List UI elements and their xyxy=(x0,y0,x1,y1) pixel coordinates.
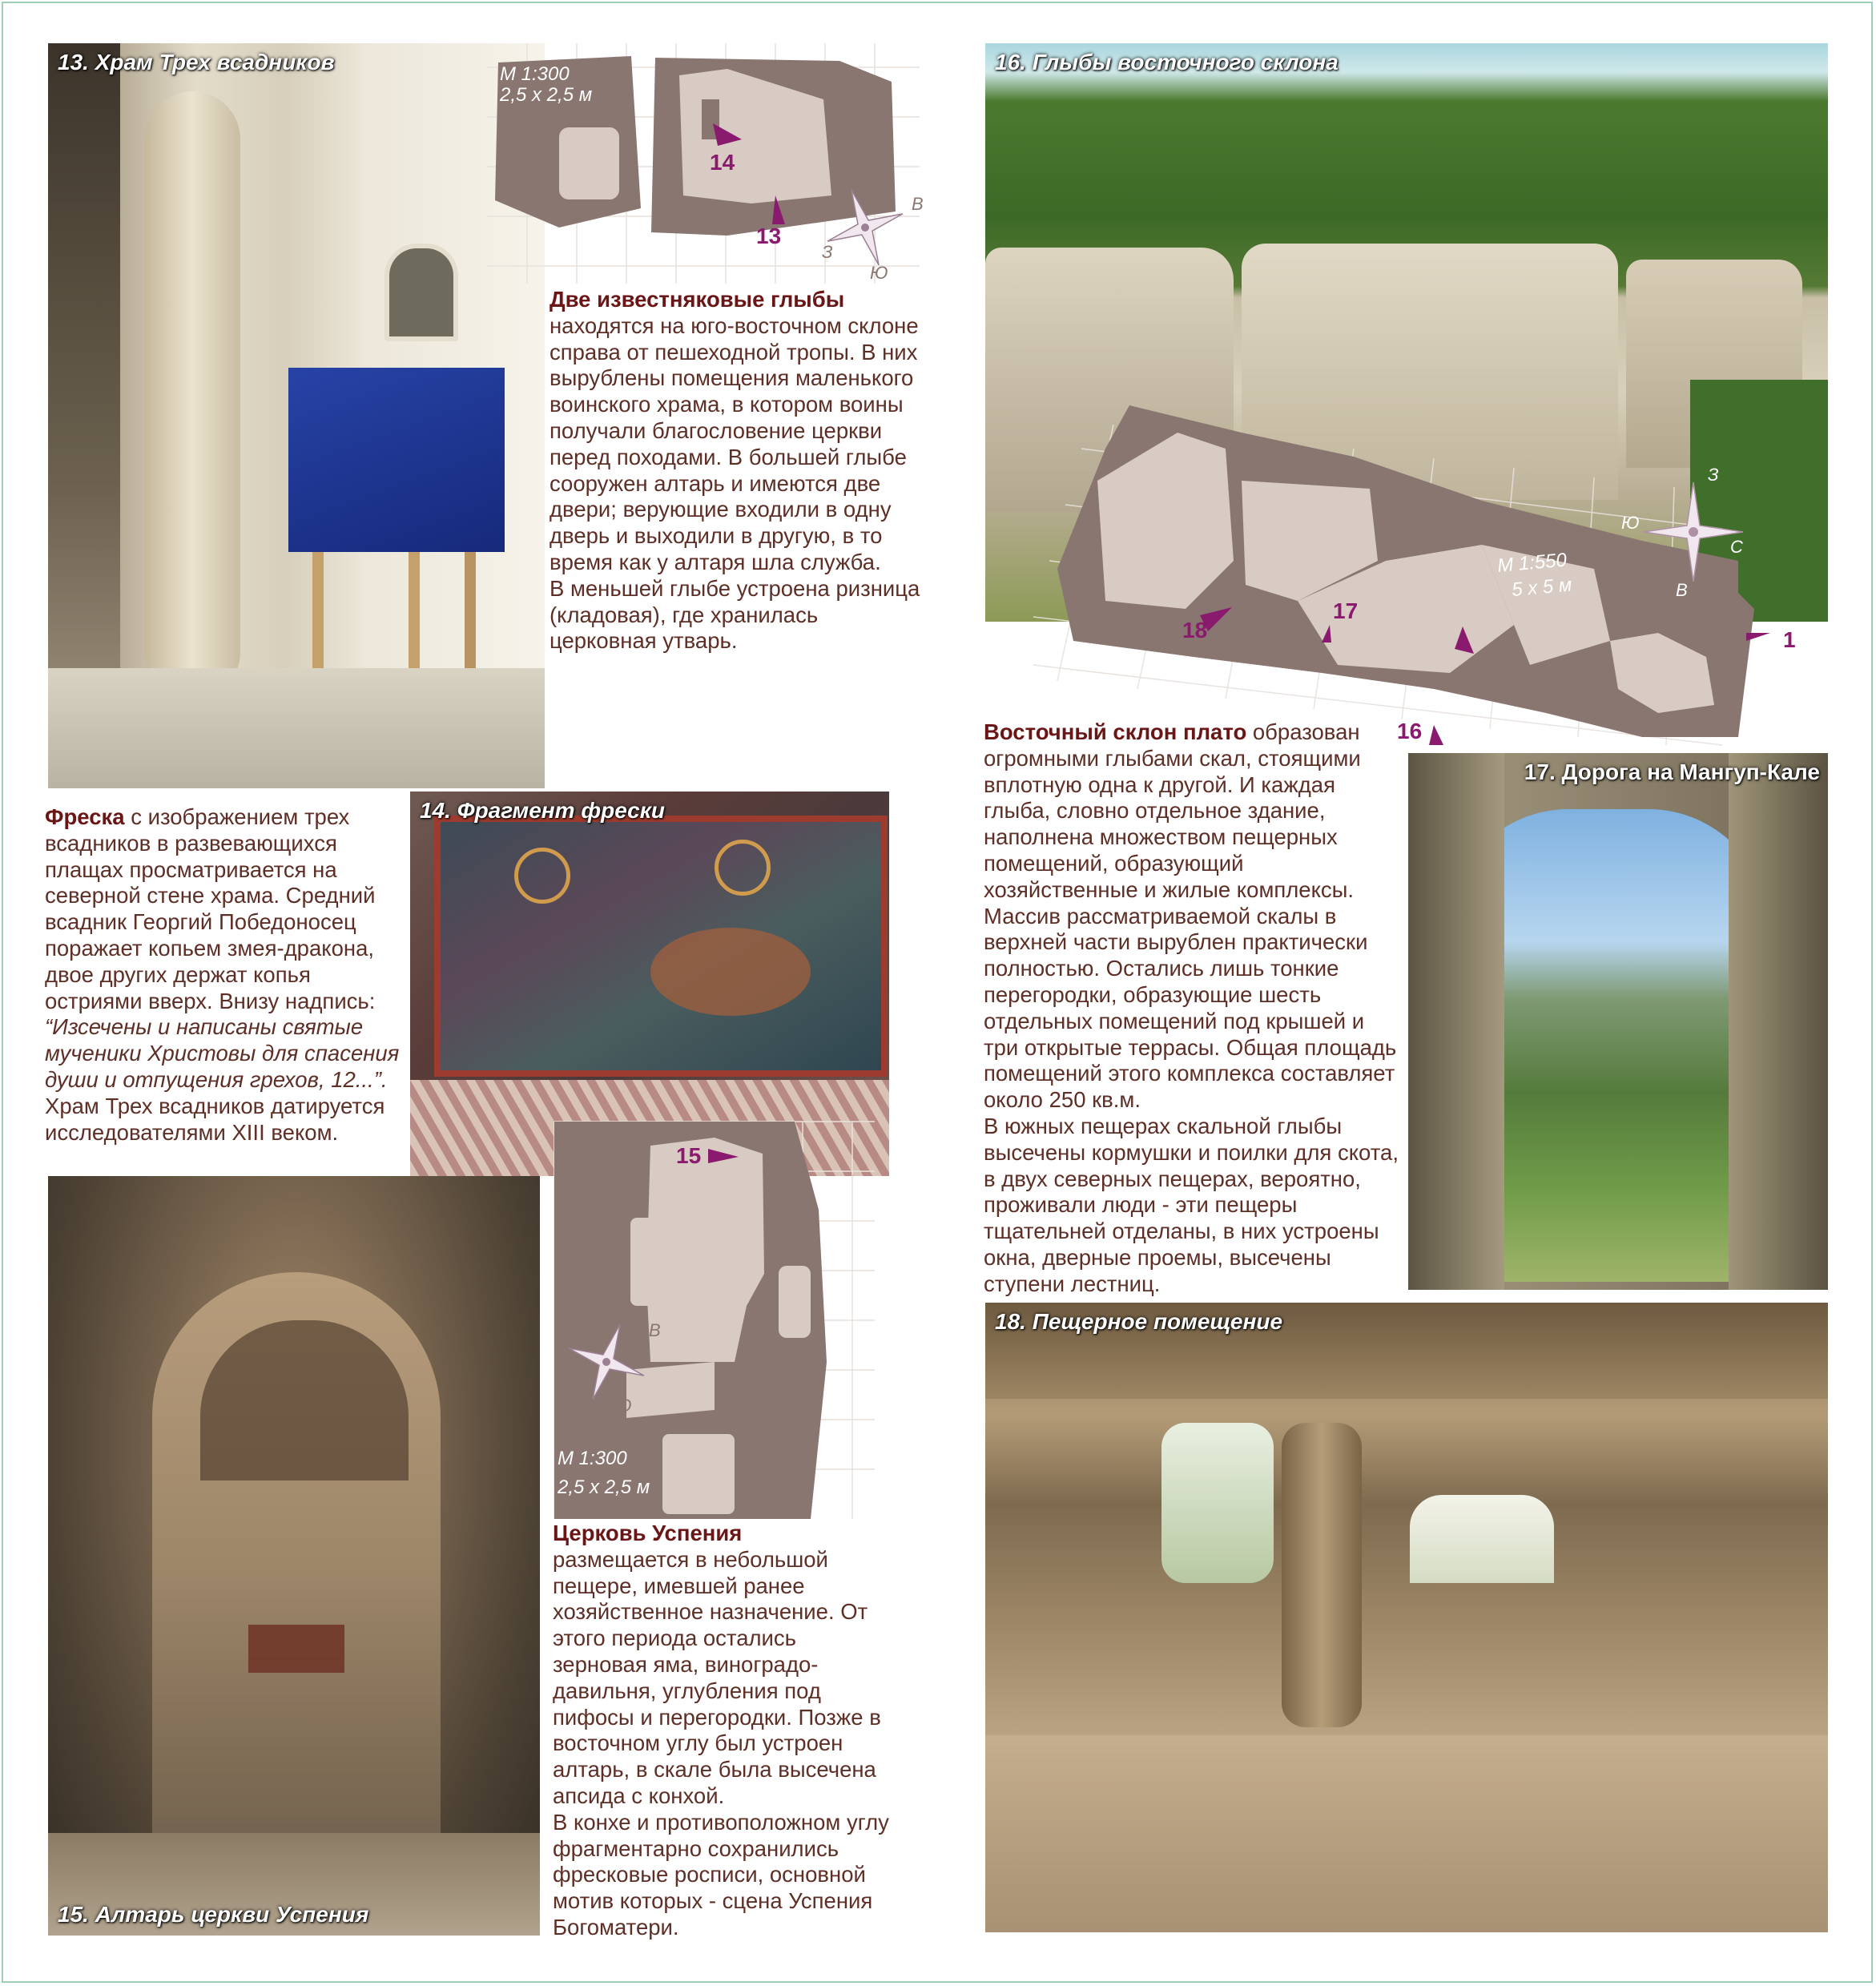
svg-text:13: 13 xyxy=(756,224,782,248)
plan-eastern-slope xyxy=(1033,401,1802,753)
caption-15: 15. Алтарь церкви Успения xyxy=(58,1902,369,1927)
svg-text:М 1:550: М 1:550 xyxy=(1496,549,1568,577)
text-eastern-slope: Восточный склон плато образован огромными глыбами скал, стоящими вплотную одна к другой. И каждая глыба, словно отдельное здание, наполнена множеством пещерных помещений, образующий хозяйственные и жилые комплексы. Массив рассматриваемой скалы в верхней части вырублен практически полностью. Остались лишь тонкие перегородки, образующие шесть отдельных помещений под крышей и три открытые террасы. Общая площадь помещений этого комплекса составляет около 250 кв.м. В южных пещерах скальной глыбы высечены кормушки и поилки для скота, в двух северных пещерах, вероятно, проживали люди - эти пещеры тщательней отделаны, в них устроены окна, дверные проемы, высечены ступени лестниц. xyxy=(984,719,1399,1296)
svg-text:2,5 х 2,5 м: 2,5 х 2,5 м xyxy=(500,84,593,106)
svg-text:В: В xyxy=(912,194,924,214)
svg-text:18: 18 xyxy=(1182,618,1208,643)
svg-text:15: 15 xyxy=(676,1143,702,1168)
text-assumption-church: Церковь Успения размещается в небольшой пещере, имевшей ранее хозяйственное назначение. От этого периода остались зерновая яма, виноградо-давильня, углубления под пифосы и перегородки. Позже в восточном углу был устроен алтарь, в скале была высечена апсида с конхой. В конхе и противоположном углу фрагментарно сохранились фресковые росписи, основной мотив которых - сцена Успения Богоматери. xyxy=(553,1521,889,1940)
svg-text:М 1:300: М 1:300 xyxy=(558,1448,627,1469)
svg-text:Ю: Ю xyxy=(870,263,888,283)
svg-text:16: 16 xyxy=(1397,719,1423,743)
svg-text:Ю: Ю xyxy=(614,1396,632,1416)
caption-17: 17. Дорога на Мангуп-Кале xyxy=(1524,759,1820,784)
heading-limestone-blocks: Две известняковые глыбы xyxy=(550,287,845,312)
svg-text:З: З xyxy=(1708,465,1719,485)
svg-text:С: С xyxy=(849,170,862,190)
svg-text:З: З xyxy=(822,242,833,262)
caption-14: 14. Фрагмент фрески xyxy=(420,798,666,823)
plan-assumption-church xyxy=(554,1122,875,1519)
svg-text:С: С xyxy=(577,1303,590,1323)
svg-text:Ю: Ю xyxy=(1621,513,1640,533)
text-two-limestone-blocks: Две известняковые глыбы находятся на юго-восточном склоне справа от пешеходной тропы. В них вырублены помещения маленького воинского храма, в котором воины получали благословение церкви перед походами. В большей глыбе сооружен алтарь и имеются две двери; верующие входили в одну дверь и выходили в другую, в то время как у алтаря шла служба. В меньшей глыбе устроена ризница (кладовая), где хранилась церковная утварь. xyxy=(550,287,920,654)
photo-road-to-mangup-kale xyxy=(1408,753,1828,1290)
heading-assumption-church: Церковь Успения xyxy=(553,1521,743,1545)
svg-text:14: 14 xyxy=(710,150,735,175)
caption-18: 18. Пещерное помещение xyxy=(995,1309,1283,1334)
plan-temple-three-riders xyxy=(487,43,924,284)
text-fresco: Фреска с изображением трех всадников в развевающихся плащах просматривается на северной стене храма. Средний всадник Георгий Победоносец поражает копьем змея-дракона, двое других держат копья остриями вверх. Внизу надпись: “Изсечены и написаны святые мученики Христовы для спасения души и отпущения грехов, 12...”. Храм Трех всадников датируется исследователями XIII веком. xyxy=(45,804,400,1145)
svg-text:С: С xyxy=(1730,537,1743,557)
svg-text:17: 17 xyxy=(1333,598,1359,623)
heading-eastern-slope: Восточный склон плато xyxy=(984,719,1247,744)
photo-altar-assumption-church xyxy=(48,1176,540,1936)
svg-text:М 1:300: М 1:300 xyxy=(500,63,570,85)
svg-text:З: З xyxy=(558,1370,569,1390)
photo-temple-three-riders xyxy=(48,43,545,788)
heading-fresco: Фреска xyxy=(45,804,125,829)
svg-text:В: В xyxy=(649,1320,661,1340)
photo-cave-room xyxy=(985,1303,1828,1932)
svg-text:В: В xyxy=(1676,580,1688,600)
svg-text:1: 1 xyxy=(1783,627,1796,652)
svg-text:2,5 х 2,5 м: 2,5 х 2,5 м xyxy=(558,1476,650,1498)
caption-16: 16. Глыбы восточного склона xyxy=(995,50,1339,75)
caption-13: 13. Храм Трех всадников xyxy=(58,50,335,75)
photo-fresco-fragment xyxy=(410,792,889,1176)
svg-text:5 х 5 м: 5 х 5 м xyxy=(1511,574,1573,601)
